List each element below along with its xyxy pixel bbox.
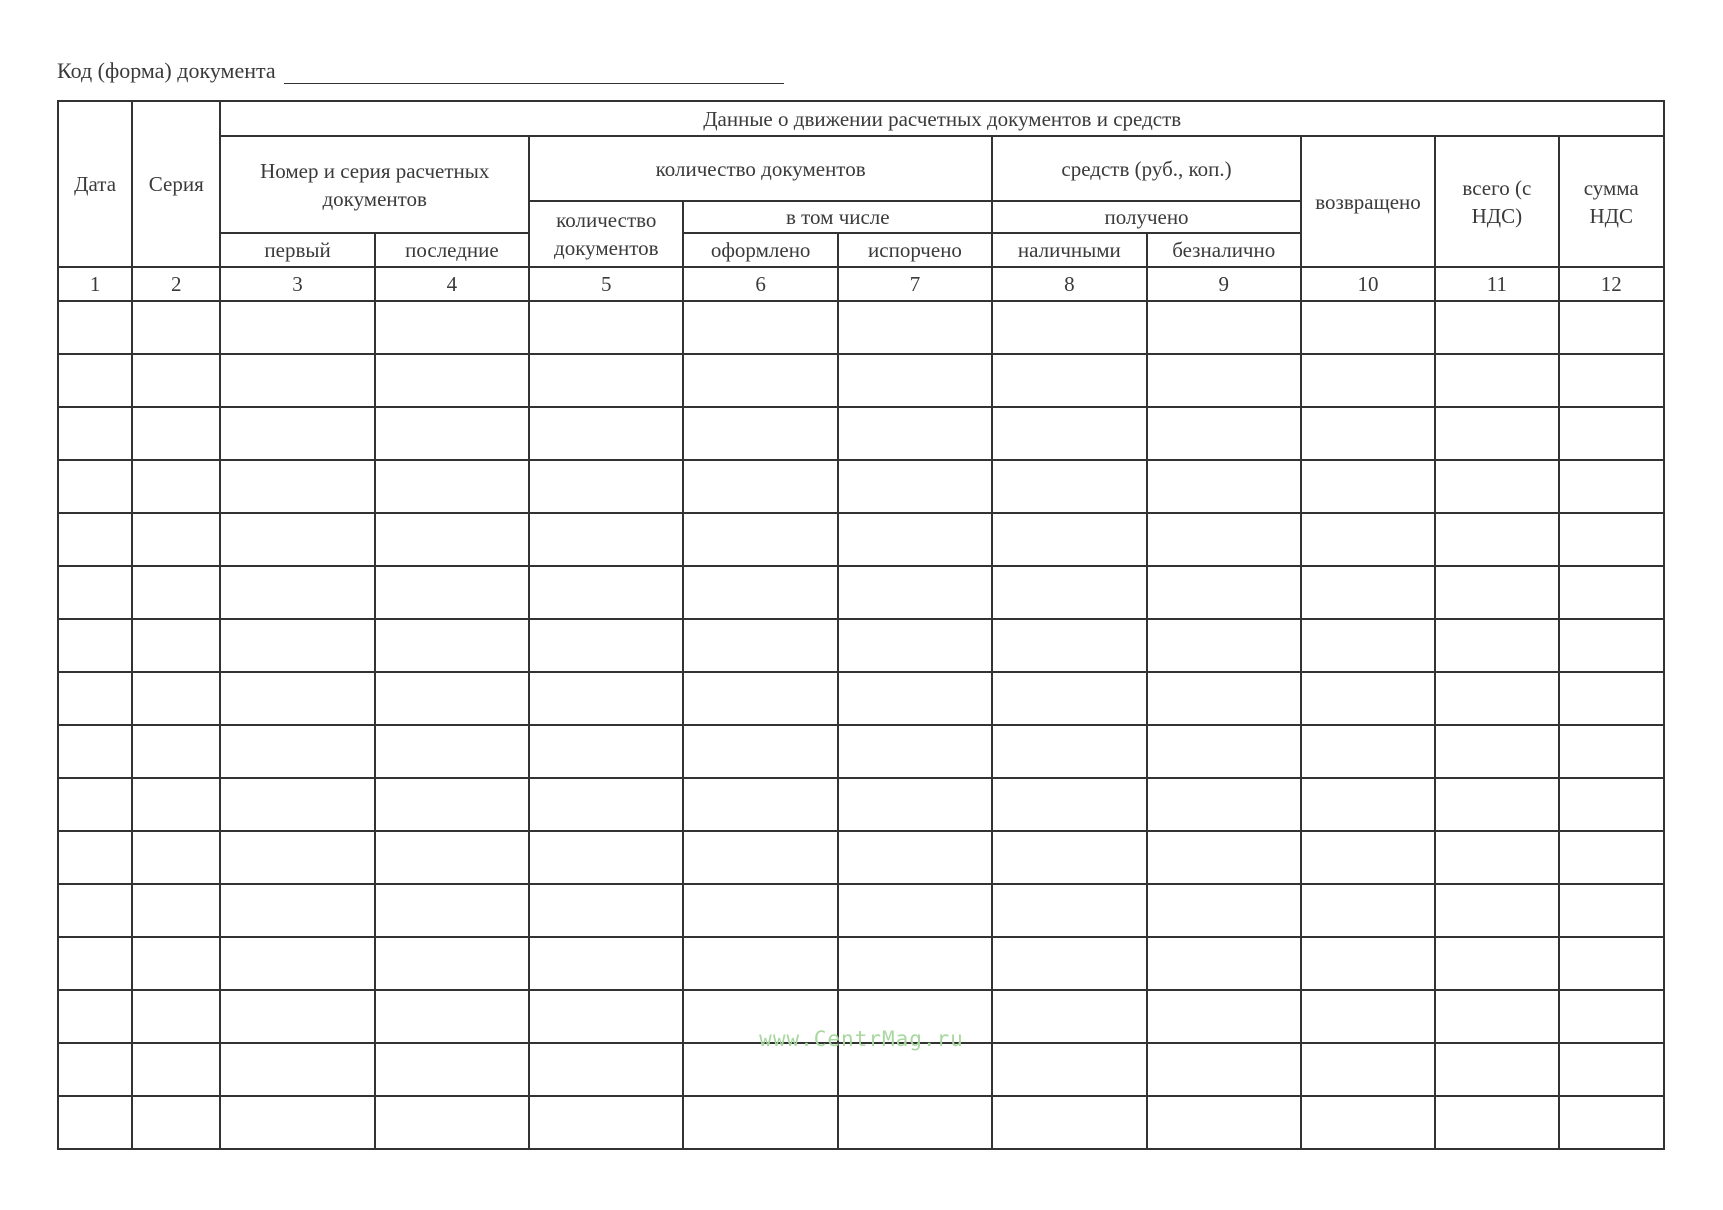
table-cell[interactable] — [220, 1096, 374, 1149]
table-cell[interactable] — [1301, 672, 1435, 725]
table-cell[interactable] — [220, 937, 374, 990]
table-cell[interactable] — [838, 460, 992, 513]
table-cell[interactable] — [529, 513, 683, 566]
table-cell[interactable] — [58, 1096, 132, 1149]
table-cell[interactable] — [683, 725, 837, 778]
table-cell[interactable] — [132, 460, 220, 513]
table-row — [58, 672, 1664, 725]
table-cell[interactable] — [1559, 884, 1665, 937]
header-spoiled: испорчено — [838, 233, 992, 267]
table-cell[interactable] — [375, 725, 529, 778]
header-number-series: Номер и серия расчетных документов — [220, 136, 529, 233]
table-cell[interactable] — [132, 884, 220, 937]
table-cell[interactable] — [838, 566, 992, 619]
table-row — [58, 831, 1664, 884]
header-date: Дата — [58, 101, 132, 267]
table-cell[interactable] — [375, 778, 529, 831]
table-cell[interactable] — [529, 672, 683, 725]
table-cell[interactable] — [1301, 778, 1435, 831]
table-cell[interactable] — [58, 937, 132, 990]
header-series: Серия — [132, 101, 220, 267]
table-cell[interactable] — [1559, 778, 1665, 831]
table-cell[interactable] — [838, 884, 992, 937]
table-cell[interactable] — [1147, 566, 1301, 619]
table-row — [58, 937, 1664, 990]
header-doc-count: количество документов — [529, 201, 683, 267]
table-cell[interactable] — [220, 619, 374, 672]
table-cell[interactable] — [1147, 513, 1301, 566]
table-cell[interactable] — [132, 831, 220, 884]
table-cell[interactable] — [1301, 407, 1435, 460]
column-number: 5 — [529, 267, 683, 301]
table-cell[interactable] — [1147, 301, 1301, 354]
table-cell[interactable] — [132, 566, 220, 619]
table-cell[interactable] — [1559, 619, 1665, 672]
table-cell[interactable] — [1147, 884, 1301, 937]
table-cell[interactable] — [992, 619, 1146, 672]
header-received: получено — [992, 201, 1301, 233]
table-cell[interactable] — [1559, 1096, 1665, 1149]
table-cell[interactable] — [1301, 1096, 1435, 1149]
table-cell[interactable] — [375, 566, 529, 619]
table-cell[interactable] — [838, 301, 992, 354]
ledger-table — [57, 100, 1665, 1150]
table-cell[interactable] — [1147, 1096, 1301, 1149]
table-cell[interactable] — [1559, 725, 1665, 778]
table-cell[interactable] — [132, 672, 220, 725]
table-cell[interactable] — [1435, 725, 1558, 778]
table-cell[interactable] — [1301, 566, 1435, 619]
table-cell[interactable] — [683, 566, 837, 619]
table-cell[interactable] — [992, 884, 1146, 937]
table-cell[interactable] — [838, 354, 992, 407]
table-cell[interactable] — [220, 566, 374, 619]
watermark: www.CentrMag.ru — [759, 1027, 964, 1051]
table-cell[interactable] — [1301, 937, 1435, 990]
header-doc-count-group: количество документов — [529, 136, 992, 201]
table-cell[interactable] — [58, 672, 132, 725]
form-code-field[interactable] — [284, 61, 784, 84]
table-cell[interactable] — [1435, 619, 1558, 672]
table-cell[interactable] — [1559, 831, 1665, 884]
table-cell[interactable] — [683, 831, 837, 884]
table-cell[interactable] — [838, 1096, 992, 1149]
column-number: 10 — [1301, 267, 1435, 301]
table-cell[interactable] — [58, 619, 132, 672]
table-cell[interactable] — [683, 884, 837, 937]
column-number: 7 — [838, 267, 992, 301]
table-row — [58, 619, 1664, 672]
table-cell[interactable] — [683, 407, 837, 460]
table-cell[interactable] — [992, 460, 1146, 513]
table-cell[interactable] — [1147, 407, 1301, 460]
table-cell[interactable] — [1435, 460, 1558, 513]
table-cell[interactable] — [529, 937, 683, 990]
table-cell[interactable] — [375, 1096, 529, 1149]
table-cell[interactable] — [992, 301, 1146, 354]
table-cell[interactable] — [375, 672, 529, 725]
table-cell[interactable] — [992, 672, 1146, 725]
table-cell[interactable] — [375, 513, 529, 566]
table-cell[interactable] — [529, 301, 683, 354]
table-cell[interactable] — [992, 725, 1146, 778]
table-cell[interactable] — [220, 831, 374, 884]
form-code-label: Код (форма) документа — [57, 58, 276, 83]
form-code-line — [57, 58, 784, 84]
table-cell[interactable] — [1559, 513, 1665, 566]
table-cell[interactable] — [1435, 1096, 1558, 1149]
table-row — [58, 301, 1664, 354]
table-cell[interactable] — [529, 831, 683, 884]
table-cell[interactable] — [1559, 672, 1665, 725]
table-cell[interactable] — [529, 1096, 683, 1149]
table-cell[interactable] — [992, 407, 1146, 460]
column-number: 8 — [992, 267, 1146, 301]
table-cell[interactable] — [375, 354, 529, 407]
table-cell[interactable] — [992, 831, 1146, 884]
column-number: 6 — [683, 267, 837, 301]
table-cell[interactable] — [992, 354, 1146, 407]
table-cell[interactable] — [220, 354, 374, 407]
table-cell[interactable] — [1301, 354, 1435, 407]
header-cashless: безналично — [1147, 233, 1301, 267]
table-cell[interactable] — [683, 937, 837, 990]
table-cell[interactable] — [1147, 354, 1301, 407]
table-cell[interactable] — [838, 725, 992, 778]
table-cell[interactable] — [132, 407, 220, 460]
table-cell[interactable] — [1147, 619, 1301, 672]
header-returned: возвращено — [1301, 136, 1435, 267]
table-cell[interactable] — [1301, 884, 1435, 937]
table-cell[interactable] — [683, 460, 837, 513]
table-cell[interactable] — [838, 407, 992, 460]
header-including: в том числе — [683, 201, 992, 233]
table-cell[interactable] — [838, 831, 992, 884]
header-group-title: Данные о движении расчетных документов и средств — [220, 101, 1664, 136]
table-cell[interactable] — [1559, 301, 1665, 354]
table-row — [58, 884, 1664, 937]
table-cell[interactable] — [838, 513, 992, 566]
table-cell[interactable] — [1147, 725, 1301, 778]
table-cell[interactable] — [58, 407, 132, 460]
table-cell[interactable] — [220, 301, 374, 354]
table-cell[interactable] — [683, 1096, 837, 1149]
column-number: 1 — [58, 267, 132, 301]
table-cell[interactable] — [1435, 407, 1558, 460]
table-cell[interactable] — [992, 778, 1146, 831]
column-number: 4 — [375, 267, 529, 301]
table-cell[interactable] — [529, 778, 683, 831]
table-row — [58, 725, 1664, 778]
table-cell[interactable] — [1147, 831, 1301, 884]
header-issued: оформлено — [683, 233, 837, 267]
table-cell[interactable] — [1301, 831, 1435, 884]
table-cell[interactable] — [529, 619, 683, 672]
table-cell[interactable] — [132, 619, 220, 672]
table-cell[interactable] — [992, 937, 1146, 990]
ledger-body — [58, 301, 1664, 1149]
table-cell[interactable] — [1559, 354, 1665, 407]
table-cell[interactable] — [132, 725, 220, 778]
table-row — [58, 1096, 1664, 1149]
table-cell[interactable] — [375, 301, 529, 354]
table-row — [58, 566, 1664, 619]
table-cell[interactable] — [375, 619, 529, 672]
table-cell[interactable] — [1147, 778, 1301, 831]
table-cell[interactable] — [132, 937, 220, 990]
table-cell[interactable] — [1559, 937, 1665, 990]
table-cell[interactable] — [838, 937, 992, 990]
column-number: 3 — [220, 267, 374, 301]
column-number: 9 — [1147, 267, 1301, 301]
table-cell[interactable] — [58, 301, 132, 354]
table-cell[interactable] — [375, 460, 529, 513]
table-cell[interactable] — [529, 460, 683, 513]
table-cell[interactable] — [220, 672, 374, 725]
table-cell[interactable] — [992, 513, 1146, 566]
table-cell[interactable] — [375, 937, 529, 990]
table-cell[interactable] — [1147, 672, 1301, 725]
table-cell[interactable] — [375, 884, 529, 937]
table-cell[interactable] — [1435, 831, 1558, 884]
table-cell[interactable] — [58, 354, 132, 407]
table-cell[interactable] — [1435, 778, 1558, 831]
table-cell[interactable] — [58, 566, 132, 619]
table-cell[interactable] — [132, 301, 220, 354]
table-cell[interactable] — [1559, 407, 1665, 460]
table-cell[interactable] — [1147, 937, 1301, 990]
table-cell[interactable] — [132, 1096, 220, 1149]
table-cell[interactable] — [1435, 301, 1558, 354]
table-cell[interactable] — [58, 778, 132, 831]
table-cell[interactable] — [220, 725, 374, 778]
table-row — [58, 513, 1664, 566]
header-cash: наличными — [992, 233, 1146, 267]
table-cell[interactable] — [529, 884, 683, 937]
table-cell[interactable] — [838, 672, 992, 725]
table-cell[interactable] — [1559, 566, 1665, 619]
table-cell[interactable] — [1435, 354, 1558, 407]
table-cell[interactable] — [1301, 619, 1435, 672]
table-cell[interactable] — [58, 725, 132, 778]
table-cell[interactable] — [132, 354, 220, 407]
table-cell[interactable] — [838, 778, 992, 831]
table-cell[interactable] — [683, 778, 837, 831]
table-cell[interactable] — [220, 778, 374, 831]
header-funds: средств (руб., коп.) — [992, 136, 1301, 201]
table-cell[interactable] — [683, 672, 837, 725]
table-cell[interactable] — [220, 513, 374, 566]
table-cell[interactable] — [58, 831, 132, 884]
table-cell[interactable] — [992, 1096, 1146, 1149]
table-cell[interactable] — [1435, 566, 1558, 619]
table-cell[interactable] — [220, 884, 374, 937]
table-cell[interactable] — [1435, 884, 1558, 937]
table-cell[interactable] — [1435, 937, 1558, 990]
table-row — [58, 354, 1664, 407]
table-cell[interactable] — [992, 566, 1146, 619]
table-cell[interactable] — [1435, 672, 1558, 725]
header-last: последние — [375, 233, 529, 267]
table-cell[interactable] — [58, 460, 132, 513]
table-cell[interactable] — [58, 513, 132, 566]
table-cell[interactable] — [529, 407, 683, 460]
table-cell[interactable] — [58, 884, 132, 937]
table-cell[interactable] — [1301, 460, 1435, 513]
table-cell[interactable] — [375, 407, 529, 460]
table-cell[interactable] — [529, 725, 683, 778]
table-row — [58, 407, 1664, 460]
column-number: 12 — [1559, 267, 1665, 301]
table-cell[interactable] — [683, 354, 837, 407]
table-row — [58, 778, 1664, 831]
table-row — [58, 460, 1664, 513]
table-cell[interactable] — [1147, 460, 1301, 513]
table-cell[interactable] — [683, 301, 837, 354]
table-cell[interactable] — [529, 566, 683, 619]
table-cell[interactable] — [838, 619, 992, 672]
table-cell[interactable] — [1559, 460, 1665, 513]
column-number: 2 — [132, 267, 220, 301]
table-cell[interactable] — [529, 354, 683, 407]
table-cell[interactable] — [1301, 301, 1435, 354]
table-cell[interactable] — [220, 460, 374, 513]
table-cell[interactable] — [132, 778, 220, 831]
header-vat-sum: сумма НДС — [1559, 136, 1665, 267]
table-cell[interactable] — [1435, 513, 1558, 566]
table-cell[interactable] — [375, 831, 529, 884]
table-cell[interactable] — [1301, 725, 1435, 778]
header-total-vat: всего (с НДС) — [1435, 136, 1558, 267]
header-first: первый — [220, 233, 374, 267]
column-number: 11 — [1435, 267, 1558, 301]
table-cell[interactable] — [683, 619, 837, 672]
table-cell[interactable] — [683, 513, 837, 566]
table-cell[interactable] — [132, 513, 220, 566]
table-cell[interactable] — [220, 407, 374, 460]
table-cell[interactable] — [1301, 513, 1435, 566]
